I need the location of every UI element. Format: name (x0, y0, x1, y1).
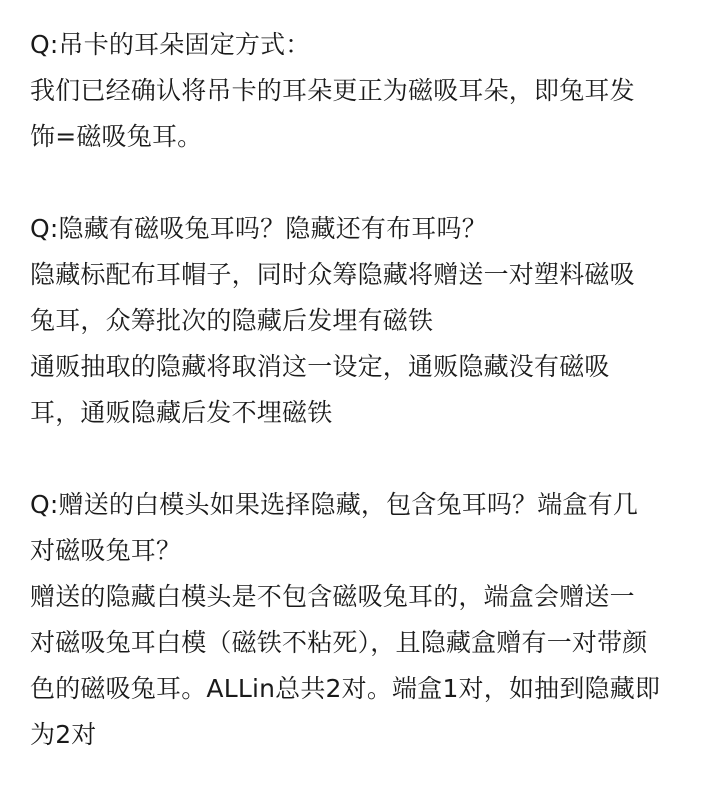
faq-question-3-line-2: 对磁吸兔耳？ (30, 536, 182, 565)
faq-question-3-line-1: Q:赠送的白模头如果选择隐藏，包含兔耳吗？端盒有几 (30, 490, 639, 519)
faq-answer-1-line-1: 我们已经确认将吊卡的耳朵更正为磁吸耳朵，即兔耳发 (30, 76, 635, 105)
faq-question-1: Q:吊卡的耳朵固定方式： (30, 30, 311, 59)
section-spacer (30, 436, 706, 482)
faq-answer-2-line-2: 兔耳，众筹批次的隐藏后发埋有磁铁 (30, 306, 434, 335)
faq-answer-2-line-4: 耳，通贩隐藏后发不埋磁铁 (30, 398, 333, 427)
faq-answer-3-line-4: 为2对 (30, 720, 97, 749)
faq-answer-2-line-3: 通贩抽取的隐藏将取消这一设定，通贩隐藏没有磁吸 (30, 352, 610, 381)
faq-answer-3-line-3: 色的磁吸兔耳。ALLin总共2对。端盒1对，如抽到隐藏即 (30, 674, 661, 703)
section-spacer (30, 160, 706, 206)
faq-question-2: Q:隐藏有磁吸兔耳吗？隐藏还有布耳吗？ (30, 214, 487, 243)
faq-answer-3-line-1: 赠送的隐藏白模头是不包含磁吸兔耳的，端盒会赠送一 (30, 582, 635, 611)
faq-answer-3-line-2: 对磁吸兔耳白模（磁铁不粘死），且隐藏盒赠有一对带颜 (30, 628, 648, 657)
faq-answer-1-line-2: 饰=磁吸兔耳。 (30, 122, 203, 151)
faq-answer-2-line-1: 隐藏标配布耳帽子，同时众筹隐藏将赠送一对塑料磁吸 (30, 260, 635, 289)
